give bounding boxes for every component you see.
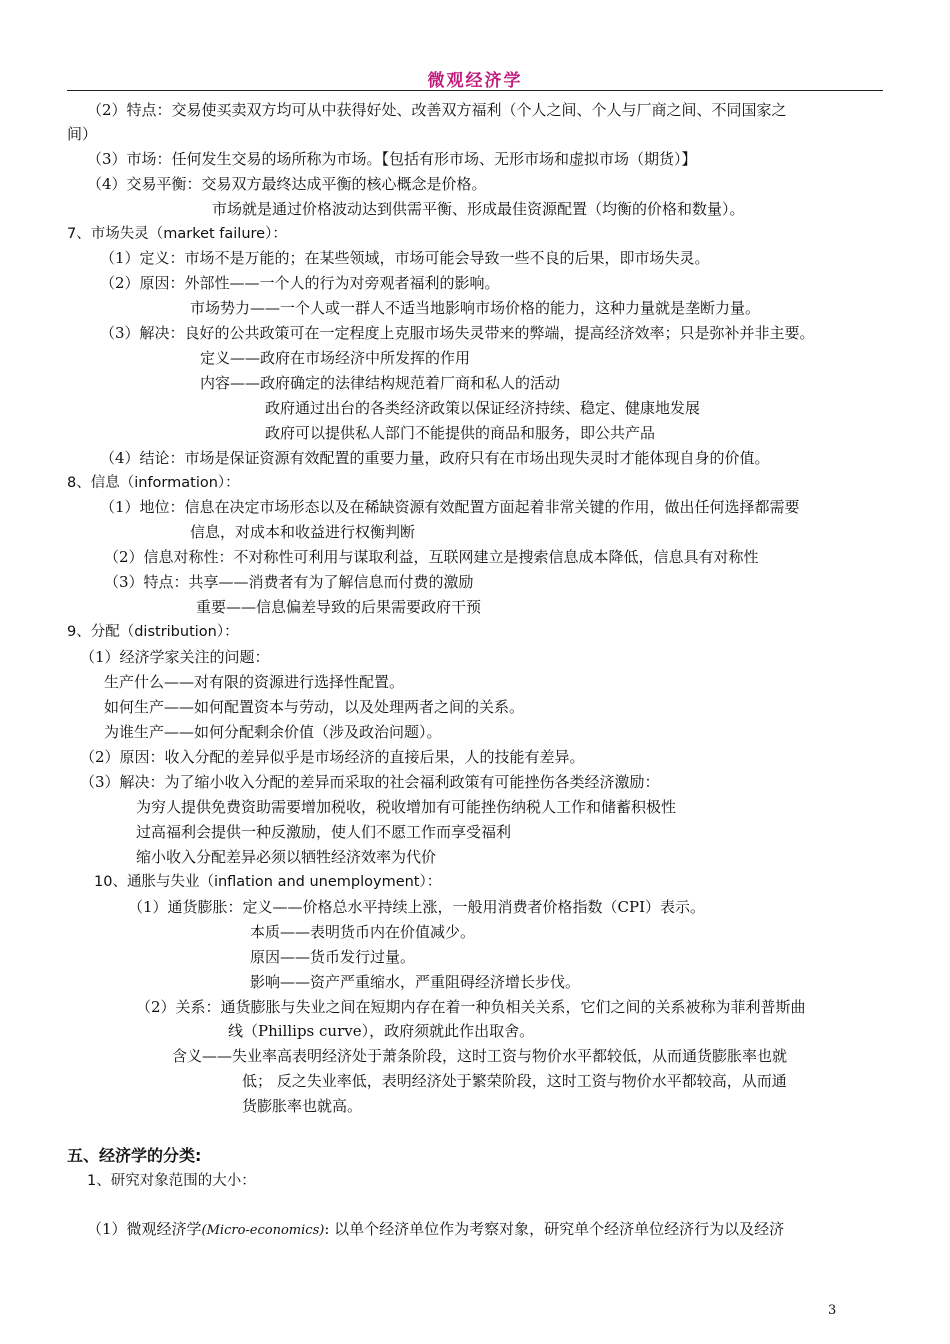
text-line: 间） — [67, 125, 98, 143]
text-line: 含义——失业率高表明经济处于萧条阶段，这时工资与物价水平都较低，从而通货膨胀率也就 — [172, 1047, 788, 1065]
section-heading: 7、市场失灵（market failure）： — [67, 226, 287, 242]
text-line: 本质——表明货币内在价值减少。 — [250, 923, 476, 941]
chapter-heading: 五、经济学的分类: — [67, 1146, 202, 1165]
text-line: 为谁生产——如何分配剩余价值（涉及政治问题）。 — [104, 723, 442, 741]
text-line: （2）原因：收入分配的差异似乎是市场经济的直接后果，人的技能有差异。 — [80, 748, 585, 766]
text-line: 原因——货币发行过量。 — [250, 948, 416, 966]
text-line: 重要——信息偏差导致的后果需要政府干预 — [196, 598, 482, 616]
text-line: 如何生产——如何配置资本与劳动，以及处理两者之间的关系。 — [104, 698, 525, 716]
text-line: （1）定义：市场不是万能的；在某些领域，市场可能会导致一些不良的后果，即市场失灵。 — [100, 249, 710, 267]
text-line: （2）原因：外部性——一个人的行为对旁观者福利的影响。 — [100, 274, 500, 292]
text-line: 为穷人提供免费资助需要增加税收，税收增加有可能挫伤纳税人工作和储蓄积极性 — [136, 798, 677, 816]
text-line: 市场就是通过价格波动达到供需平衡、形成最佳资源配置（均衡的价格和数量）。 — [212, 200, 745, 218]
micro-term: (Micro-economics) — [201, 1223, 325, 1238]
text-line: （1）通货膨胀：定义——价格总水平持续上涨，一般用消费者价格指数（CPI）表示。 — [128, 898, 706, 916]
text-line: 过高福利会提供一种反激励，使人们不愿工作而享受福利 — [136, 823, 512, 841]
text-line: 货膨胀率也就高。 — [242, 1097, 363, 1115]
text-line: 低； 反之失业率低，表明经济处于繁荣阶段，这时工资与物价水平都较高，从而通 — [242, 1072, 787, 1090]
micro-rest: : 以单个经济单位作为考察对象，研究单个经济单位经济行为以及经济 — [324, 1220, 785, 1238]
page-number: 3 — [828, 1303, 837, 1318]
section-heading: 1、研究对象范围的大小： — [87, 1173, 256, 1189]
text-line-micro — [87, 1219, 784, 1241]
text-line: （2）特点：交易使买卖双方均可从中获得好处、改善双方福利（个人之间、个人与厂商之间、不同国家之 — [87, 101, 787, 119]
text-line: （2）信息对称性：不对称性可利用与谋取利益，互联网建立是搜索信息成本降低，信息具有对称性 — [104, 548, 759, 566]
text-line: （4）交易平衡：交易双方最终达成平衡的核心概念是价格。 — [87, 175, 487, 193]
section-heading: 10、通胀与失业（inflation and unemployment）： — [94, 874, 442, 890]
header-rule — [67, 90, 883, 91]
text-line: （3）市场：任何发生交易的场所称为市场。【包括有形市场、无形市场和虚拟市场（期货）】 — [87, 150, 697, 168]
text-line: 线（Phillips curve），政府须就此作出取舍。 — [228, 1022, 535, 1040]
text-line: 定义——政府在市场经济中所发挥的作用 — [200, 349, 471, 367]
text-line: 缩小收入分配差异必须以牺牲经济效率为代价 — [136, 848, 437, 866]
text-line: （1）经济学家关注的问题： — [80, 648, 270, 666]
text-line: （3）特点：共享——消费者有为了解信息而付费的激励 — [104, 573, 474, 591]
text-line: （4）结论：市场是保证资源有效配置的重要力量，政府只有在市场出现失灵时才能体现自身的价值。 — [100, 449, 770, 467]
text-line: 政府可以提供私人部门不能提供的商品和服务，即公共产品 — [265, 424, 656, 442]
section-heading: 9、分配（distribution）： — [67, 624, 239, 640]
text-line: （1）地位：信息在决定市场形态以及在稀缺资源有效配置方面起着非常关键的作用，做出任何选择都需要 — [100, 498, 800, 516]
text-line: 影响——资产严重缩水，严重阻碍经济增长步伐。 — [250, 973, 581, 991]
text-line: （2）关系：通货膨胀与失业之间在短期内存在着一种负相关关系，它们之间的关系被称为菲利普斯曲 — [136, 998, 806, 1016]
text-line: 生产什么——对有限的资源进行选择性配置。 — [104, 673, 405, 691]
section-heading: 8、信息（information）： — [67, 475, 240, 491]
text-line: （3）解决：为了缩小收入分配的差异而采取的社会福利政策有可能挫伤各类经济激励： — [80, 773, 660, 791]
page-header-title: 微观经济学 — [427, 71, 523, 91]
text-line: 政府通过出台的各类经济政策以保证经济持续、稳定、健康地发展 — [265, 399, 701, 417]
text-line: 市场势力——一个人或一群人不适当地影响市场价格的能力，这种力量就是垄断力量。 — [190, 299, 761, 317]
text-line: （3）解决：良好的公共政策可在一定程度上克服市场失灵带来的弊端，提高经济效率；只是弥补并非主要。 — [100, 324, 815, 342]
text-line: 信息，对成本和收益进行权衡判断 — [190, 523, 416, 541]
micro-prefix: （1）微观经济学 — [87, 1220, 202, 1238]
text-line: 内容——政府确定的法律结构规范着厂商和私人的活动 — [200, 374, 561, 392]
